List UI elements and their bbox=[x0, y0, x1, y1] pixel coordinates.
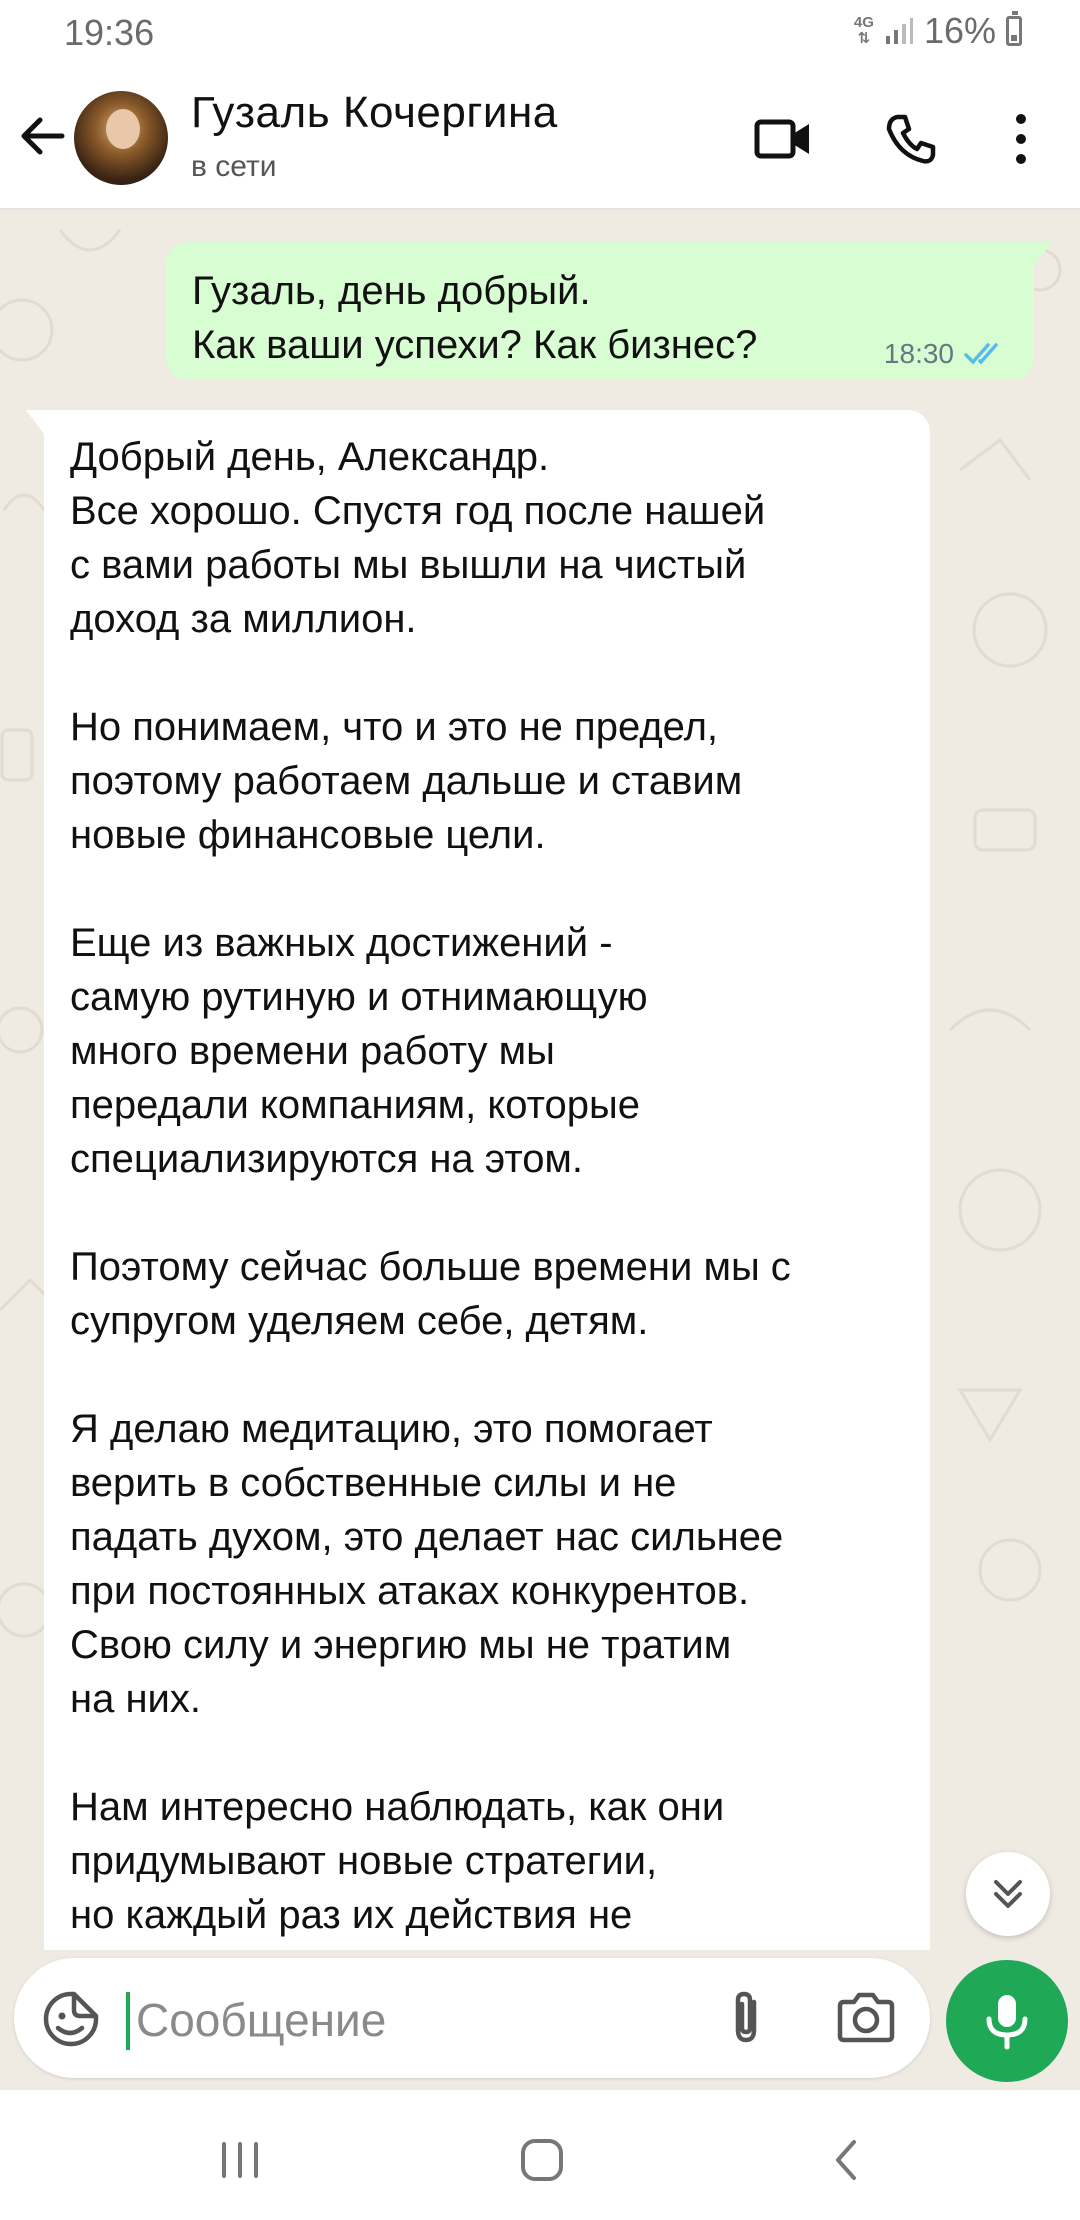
message-input[interactable] bbox=[134, 1984, 698, 2056]
text-cursor bbox=[126, 1992, 130, 2050]
message-time: 18:30 bbox=[883, 338, 954, 369]
message-incoming[interactable] bbox=[44, 410, 930, 1950]
status-bar bbox=[0, 0, 1080, 64]
home-icon[interactable] bbox=[502, 2120, 582, 2200]
message-meta bbox=[884, 338, 1008, 370]
network-type: 4G ⇅ bbox=[853, 14, 874, 47]
video-call-icon[interactable] bbox=[748, 104, 818, 174]
contact-status: в сети bbox=[191, 150, 277, 183]
chat-area[interactable] bbox=[0, 210, 1080, 1950]
more-options-icon[interactable] bbox=[986, 104, 1056, 174]
system-navigation-bar bbox=[0, 2090, 1080, 2220]
message-text: Добрый день, Александр. Все хорошо. Спустя год после нашей с вами работы мы вышли на чистый доход за миллион. Но понимаем, что и это не предел, поэтому работаем дальше и ставим новые финансовые цели. Еще из важных достижений - самую рутиную и отнимающую много времени работу мы передали компаниям, которые специализируются на этом. Поэтому сейчас больше времени мы с супругом уделяем себе, детям. Я делаю медитацию, это помогает верить в собственные силы и не падать духом, это делает нас сильнее при постоянных атаках конкурентов. Свою силу и энергию мы не тратим на них. Нам интересно наблюдать, как они придумывают новые стратегии, но каждый раз их действия не bbox=[70, 435, 791, 1937]
contact-name[interactable]: Гузаль Кочергина bbox=[191, 88, 558, 137]
compose-bar bbox=[0, 1950, 1080, 2090]
chat-header bbox=[0, 64, 1080, 210]
back-arrow-icon[interactable] bbox=[14, 106, 74, 166]
emoji-sticker-icon[interactable] bbox=[40, 1988, 102, 2050]
double-chevron-down-icon bbox=[988, 1874, 1028, 1914]
double-check-icon bbox=[964, 341, 1008, 367]
back-nav-icon[interactable] bbox=[806, 2120, 886, 2200]
microphone-icon bbox=[981, 1991, 1033, 2051]
attach-icon[interactable] bbox=[714, 1986, 778, 2050]
battery-percent: 16% bbox=[923, 10, 996, 51]
scroll-to-bottom-button[interactable] bbox=[966, 1852, 1050, 1936]
battery-icon bbox=[1006, 16, 1022, 46]
camera-icon[interactable] bbox=[834, 1986, 898, 2050]
recent-apps-icon[interactable] bbox=[200, 2120, 280, 2200]
signal-icon bbox=[884, 16, 914, 46]
phone-icon[interactable] bbox=[876, 104, 946, 174]
message-input-container[interactable] bbox=[14, 1958, 930, 2078]
message-outgoing[interactable] bbox=[166, 242, 1034, 380]
status-indicators bbox=[854, 10, 1022, 52]
message-text: Гузаль, день добрый. Как ваши успехи? Как бизнес? bbox=[192, 269, 758, 367]
contact-avatar[interactable] bbox=[74, 91, 168, 185]
voice-message-button[interactable] bbox=[946, 1960, 1068, 2082]
status-time: 19:36 bbox=[64, 12, 155, 53]
